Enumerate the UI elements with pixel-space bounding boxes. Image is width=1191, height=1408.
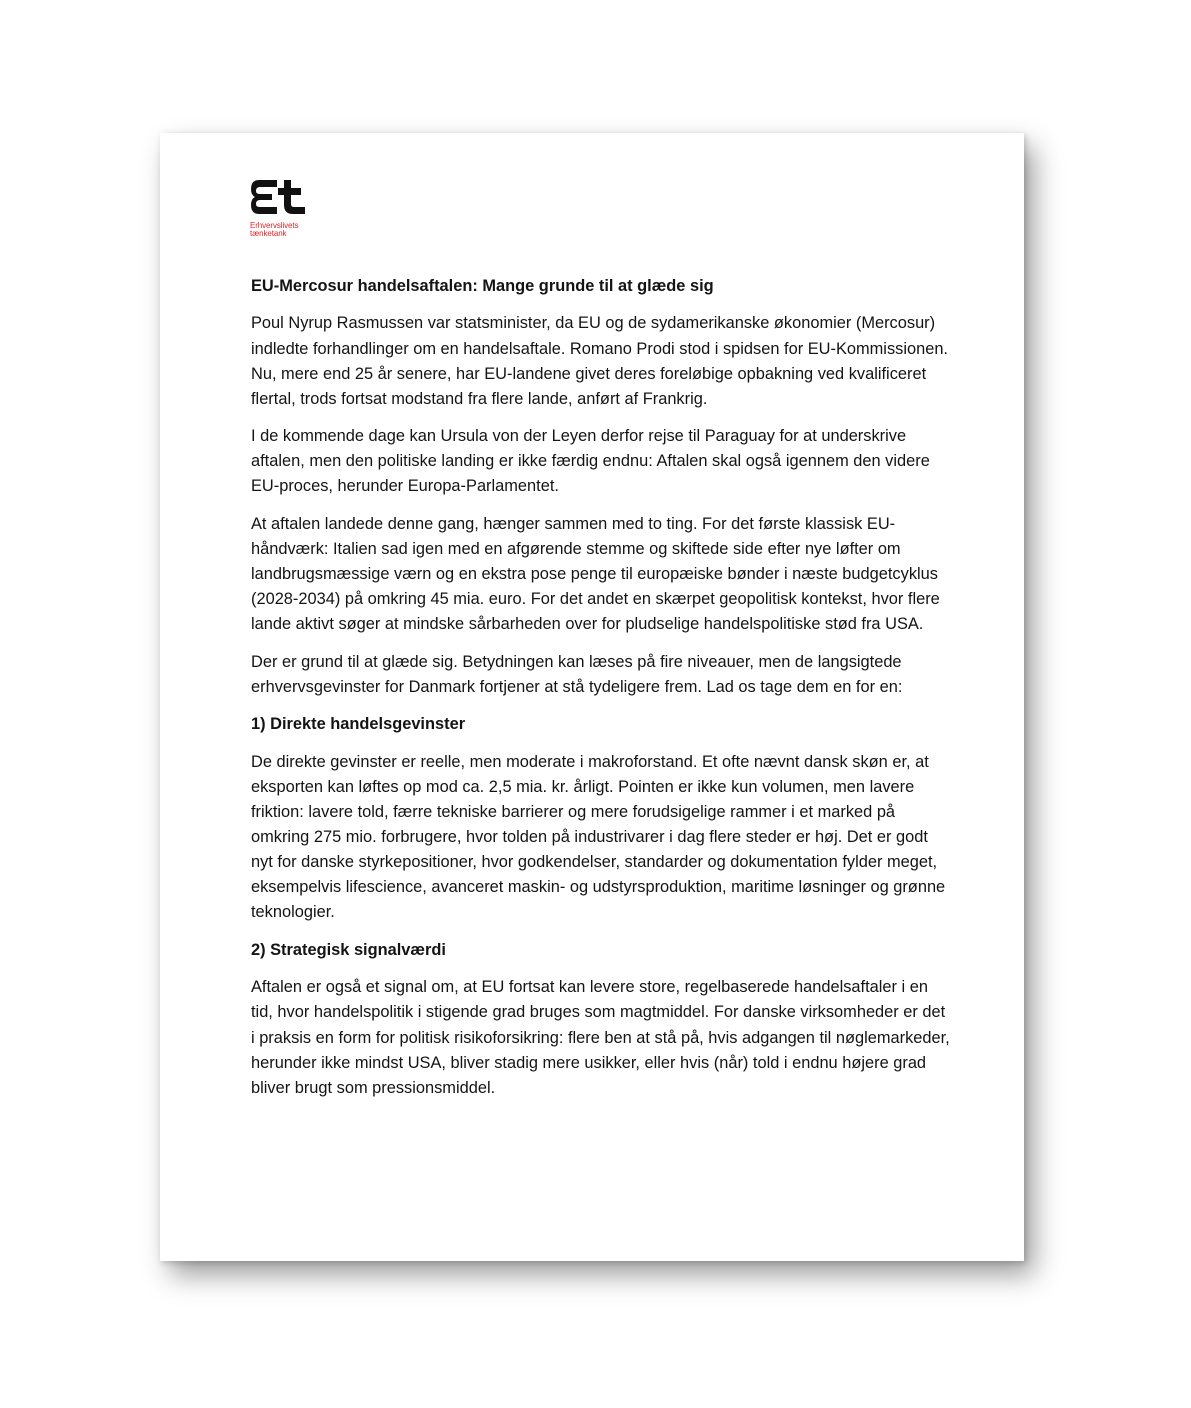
paragraph-intro: Poul Nyrup Rasmussen var statsminister, da EU og de sydamerikanske økonomier (Mercosur) indledte forhandlinger om en handelsaftale. Romano Prodi stod i spidsen for EU-Kommissionen. Nu, mere end 25 år senere, har EU-landene givet deres foreløbige opbakning ved kvalificeret flertal, trods fortsat modstand fra flere lande, anført af Frankrig. bbox=[251, 314, 948, 408]
section-paragraph: Aftalen er også et signal om, at EU fortsat kan levere store, regelbaserede handelsaftaler i en tid, hvor handelspolitik i stigende grad bruges som magtmiddel. For danske virksomheder er det i praksis en form for politisk risikoforsikring: flere ben at stå på, hvis adgangen til nøglemarkeder, herunder ikke mindst USA, bliver stadig mere usikker, eller hvis (når) told i endnu højere grad bliver brugt som pressionsmiddel. bbox=[251, 978, 950, 1097]
logo bbox=[250, 177, 310, 239]
section-paragraph: De direkte gevinster er reelle, men moderate i makroforstand. Et ofte nævnt dansk skøn er, at eksporten kan løftes op mod ca. 2,5 mia. kr. årligt. Pointen er ikke kun volumen, men lavere friktion: lavere told, færre tekniske barrierer og mere forudsigelige rammer i et marked på omkring 275 mio. forbrugere, hvor tolden på industrivarer i dag flere steder er høj. Det er godt nyt for danske styrkepositioner, hvor godkendelser, standarder og dokumentation fylder meget, eksempelvis lifescience, avanceret maskin- og udstyrsproduktion, maritime løsninger og grønne teknologier. bbox=[251, 752, 946, 922]
paragraph-signing: I de kommende dage kan Ursula von der Leyen derfor rejse til Paraguay for at underskrive aftalen, men den politiske landing er ikke færdig endnu: Aftalen skal også igennem den videre EU-proces, herunder Europa-Parlamentet. bbox=[251, 427, 930, 496]
article bbox=[251, 274, 951, 1113]
section-heading: 2) Strategisk signalværdi bbox=[251, 940, 446, 959]
article-title: EU-Mercosur handelsaftalen: Mange grunde til at glæde sig bbox=[251, 277, 714, 295]
logo-wordmark: Erhvervslivets tænketank bbox=[250, 221, 299, 238]
section-heading: 1) Direkte handelsgevinster bbox=[251, 715, 466, 734]
et-logo-mark bbox=[250, 177, 308, 217]
document-page bbox=[160, 133, 1024, 1261]
paragraph-overview: Der er grund til at glæde sig. Betydningen kan læses på fire niveauer, men de langsigtede erhvervsgevinster for Danmark fortjener at stå tydeligere frem. Lad os tage dem en for en: bbox=[251, 652, 903, 696]
paragraph-context: At aftalen landede denne gang, hænger sammen med to ting. For det første klassisk EU-håndværk: Italien sad igen med en afgørende stemme og skiftede side efter nye løfter om landbrugsmæssige værn og en ekstra pose penge til europæiske bønder i næste budgetcyklus (2028-2034) på omkring 45 mia. euro. For det andet en skærpet geopolitisk kontekst, hvor flere lande aktivt søger at mindske sårbarheden over for pludselige handelspolitiske stød fra USA. bbox=[251, 514, 940, 634]
